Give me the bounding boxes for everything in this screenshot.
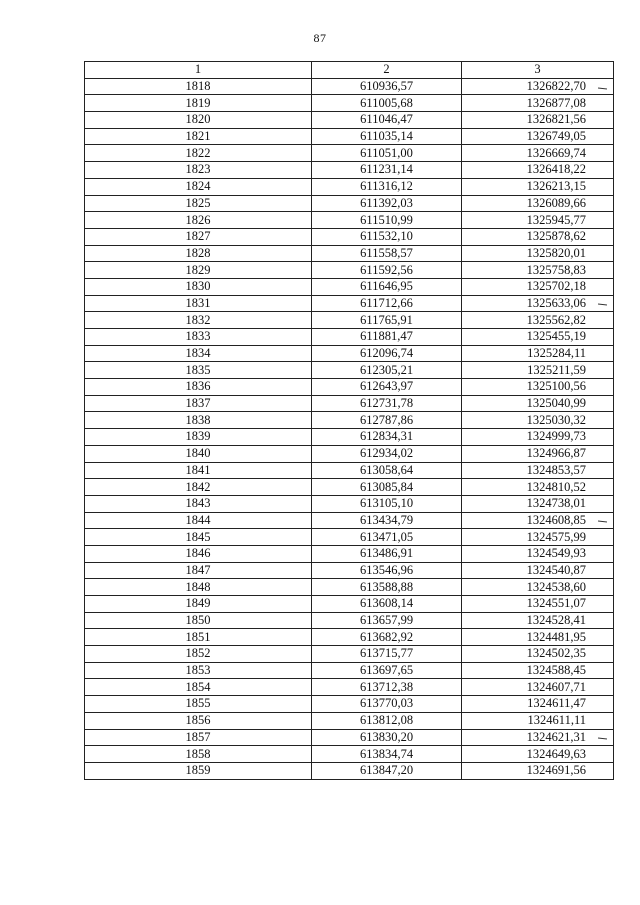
table-row <box>85 112 614 129</box>
point-number-cell: 1850 <box>85 612 312 629</box>
column-header-2: 2 <box>312 62 462 79</box>
y-coordinate-cell: 1326822,70 <box>462 78 614 95</box>
table-row <box>85 412 614 429</box>
table-row <box>85 662 614 679</box>
point-number-cell: 1819 <box>85 95 312 112</box>
x-coordinate-cell: 613834,74 <box>312 746 462 763</box>
y-coordinate-cell: 1325211,59 <box>462 362 614 379</box>
y-coordinate-cell: 1325758,83 <box>462 262 614 279</box>
point-number-cell: 1838 <box>85 412 312 429</box>
point-number-cell: 1820 <box>85 112 312 129</box>
table-row <box>85 145 614 162</box>
table-header-row <box>85 62 614 79</box>
coordinates-table <box>84 61 614 780</box>
table-row <box>85 696 614 713</box>
y-coordinate-cell: 1325284,11 <box>462 345 614 362</box>
point-number-cell: 1828 <box>85 245 312 262</box>
point-number-cell: 1856 <box>85 712 312 729</box>
point-number-cell: 1847 <box>85 562 312 579</box>
x-coordinate-cell: 613471,05 <box>312 529 462 546</box>
y-coordinate-cell: 1326669,74 <box>462 145 614 162</box>
x-coordinate-cell: 611532,10 <box>312 228 462 245</box>
point-number-cell: 1837 <box>85 395 312 412</box>
y-coordinate-cell: 1324738,01 <box>462 495 614 512</box>
x-coordinate-cell: 611558,57 <box>312 245 462 262</box>
page-number: 87 <box>313 31 327 45</box>
x-coordinate-cell: 613058,64 <box>312 462 462 479</box>
point-number-cell: 1849 <box>85 596 312 613</box>
x-coordinate-cell: 611712,66 <box>312 295 462 312</box>
point-number-cell: 1821 <box>85 128 312 145</box>
point-number-cell: 1829 <box>85 262 312 279</box>
point-number-cell: 1835 <box>85 362 312 379</box>
point-number-cell: 1824 <box>85 178 312 195</box>
table-row <box>85 95 614 112</box>
y-coordinate-cell: 1324607,71 <box>462 679 614 696</box>
x-coordinate-cell: 611051,00 <box>312 145 462 162</box>
column-header-1: 1 <box>85 62 312 79</box>
table-row <box>85 512 614 529</box>
table-row <box>85 495 614 512</box>
point-number-cell: 1827 <box>85 228 312 245</box>
y-coordinate-cell: 1324611,11 <box>462 712 614 729</box>
table-row <box>85 529 614 546</box>
table-row <box>85 245 614 262</box>
y-coordinate-cell: 1324691,56 <box>462 762 614 779</box>
table-row <box>85 596 614 613</box>
point-number-cell: 1834 <box>85 345 312 362</box>
x-coordinate-cell: 613682,92 <box>312 629 462 646</box>
point-number-cell: 1833 <box>85 329 312 346</box>
x-coordinate-cell: 613105,10 <box>312 495 462 512</box>
x-coordinate-cell: 612643,97 <box>312 379 462 396</box>
point-number-cell: 1848 <box>85 579 312 596</box>
table-row <box>85 462 614 479</box>
y-coordinate-cell: 1325030,32 <box>462 412 614 429</box>
point-number-cell: 1843 <box>85 495 312 512</box>
x-coordinate-cell: 611592,56 <box>312 262 462 279</box>
pen-tick-mark <box>598 738 607 740</box>
y-coordinate-cell: 1325455,19 <box>462 329 614 346</box>
point-number-cell: 1855 <box>85 696 312 713</box>
column-header-3: 3 <box>462 62 614 79</box>
x-coordinate-cell: 613085,84 <box>312 479 462 496</box>
y-coordinate-cell: 1324611,47 <box>462 696 614 713</box>
table-row <box>85 362 614 379</box>
point-number-cell: 1831 <box>85 295 312 312</box>
point-number-cell: 1845 <box>85 529 312 546</box>
table-body <box>85 78 614 779</box>
point-number-cell: 1830 <box>85 278 312 295</box>
x-coordinate-cell: 611231,14 <box>312 162 462 179</box>
point-number-cell: 1839 <box>85 429 312 446</box>
table-row <box>85 445 614 462</box>
x-coordinate-cell: 613715,77 <box>312 646 462 663</box>
y-coordinate-cell: 1325702,18 <box>462 278 614 295</box>
y-coordinate-cell: 1326418,22 <box>462 162 614 179</box>
x-coordinate-cell: 611646,95 <box>312 278 462 295</box>
point-number-cell: 1826 <box>85 212 312 229</box>
table-row <box>85 646 614 663</box>
point-number-cell: 1853 <box>85 662 312 679</box>
point-number-cell: 1858 <box>85 746 312 763</box>
y-coordinate-cell: 1324966,87 <box>462 445 614 462</box>
table-row <box>85 128 614 145</box>
y-coordinate-cell: 1324540,87 <box>462 562 614 579</box>
x-coordinate-cell: 611005,68 <box>312 95 462 112</box>
point-number-cell: 1842 <box>85 479 312 496</box>
x-coordinate-cell: 611510,99 <box>312 212 462 229</box>
y-coordinate-cell: 1325040,99 <box>462 395 614 412</box>
y-coordinate-cell: 1326821,56 <box>462 112 614 129</box>
point-number-cell: 1822 <box>85 145 312 162</box>
table-row <box>85 729 614 746</box>
x-coordinate-cell: 610936,57 <box>312 78 462 95</box>
x-coordinate-cell: 613588,88 <box>312 579 462 596</box>
point-number-cell: 1836 <box>85 379 312 396</box>
x-coordinate-cell: 613847,20 <box>312 762 462 779</box>
y-coordinate-cell: 1325633,06 <box>462 295 614 312</box>
point-number-cell: 1818 <box>85 78 312 95</box>
table-row <box>85 746 614 763</box>
y-coordinate-cell: 1324538,60 <box>462 579 614 596</box>
y-coordinate-cell: 1324999,73 <box>462 429 614 446</box>
point-number-cell: 1825 <box>85 195 312 212</box>
x-coordinate-cell: 612934,02 <box>312 445 462 462</box>
y-coordinate-cell: 1326089,66 <box>462 195 614 212</box>
table-row <box>85 479 614 496</box>
table-row <box>85 329 614 346</box>
x-coordinate-cell: 611046,47 <box>312 112 462 129</box>
x-coordinate-cell: 611881,47 <box>312 329 462 346</box>
point-number-cell: 1851 <box>85 629 312 646</box>
table-row <box>85 195 614 212</box>
x-coordinate-cell: 612787,86 <box>312 412 462 429</box>
table-row <box>85 295 614 312</box>
y-coordinate-cell: 1324502,35 <box>462 646 614 663</box>
table-row <box>85 545 614 562</box>
x-coordinate-cell: 611765,91 <box>312 312 462 329</box>
x-coordinate-cell: 611392,03 <box>312 195 462 212</box>
table-row <box>85 78 614 95</box>
y-coordinate-cell: 1325878,62 <box>462 228 614 245</box>
x-coordinate-cell: 612305,21 <box>312 362 462 379</box>
x-coordinate-cell: 612834,31 <box>312 429 462 446</box>
pen-tick-mark <box>598 87 607 89</box>
table-row <box>85 278 614 295</box>
x-coordinate-cell: 613434,79 <box>312 512 462 529</box>
point-number-cell: 1859 <box>85 762 312 779</box>
y-coordinate-cell: 1325100,56 <box>462 379 614 396</box>
point-number-cell: 1840 <box>85 445 312 462</box>
point-number-cell: 1841 <box>85 462 312 479</box>
point-number-cell: 1832 <box>85 312 312 329</box>
point-number-cell: 1846 <box>85 545 312 562</box>
x-coordinate-cell: 611035,14 <box>312 128 462 145</box>
table-row <box>85 612 614 629</box>
x-coordinate-cell: 613657,99 <box>312 612 462 629</box>
y-coordinate-cell: 1326213,15 <box>462 178 614 195</box>
y-coordinate-cell: 1325562,82 <box>462 312 614 329</box>
x-coordinate-cell: 613712,38 <box>312 679 462 696</box>
y-coordinate-cell: 1324649,63 <box>462 746 614 763</box>
y-coordinate-cell: 1325945,77 <box>462 212 614 229</box>
table-row <box>85 679 614 696</box>
x-coordinate-cell: 613546,96 <box>312 562 462 579</box>
x-coordinate-cell: 613697,65 <box>312 662 462 679</box>
y-coordinate-cell: 1324575,99 <box>462 529 614 546</box>
y-coordinate-cell: 1326877,08 <box>462 95 614 112</box>
table-row <box>85 629 614 646</box>
y-coordinate-cell: 1324810,52 <box>462 479 614 496</box>
x-coordinate-cell: 613608,14 <box>312 596 462 613</box>
y-coordinate-cell: 1324621,31 <box>462 729 614 746</box>
table-row <box>85 345 614 362</box>
table-row <box>85 562 614 579</box>
x-coordinate-cell: 613812,08 <box>312 712 462 729</box>
table-row <box>85 712 614 729</box>
y-coordinate-cell: 1324588,45 <box>462 662 614 679</box>
point-number-cell: 1852 <box>85 646 312 663</box>
table-row <box>85 379 614 396</box>
table-row <box>85 162 614 179</box>
table-row <box>85 178 614 195</box>
table-row <box>85 579 614 596</box>
y-coordinate-cell: 1326749,05 <box>462 128 614 145</box>
pen-tick-mark <box>598 521 607 523</box>
y-coordinate-cell: 1324853,57 <box>462 462 614 479</box>
x-coordinate-cell: 611316,12 <box>312 178 462 195</box>
table-row <box>85 312 614 329</box>
y-coordinate-cell: 1324481,95 <box>462 629 614 646</box>
table-row <box>85 212 614 229</box>
x-coordinate-cell: 613770,03 <box>312 696 462 713</box>
table-row <box>85 762 614 779</box>
x-coordinate-cell: 612096,74 <box>312 345 462 362</box>
table-row <box>85 262 614 279</box>
table-row <box>85 228 614 245</box>
y-coordinate-cell: 1324608,85 <box>462 512 614 529</box>
y-coordinate-cell: 1324528,41 <box>462 612 614 629</box>
table-row <box>85 395 614 412</box>
y-coordinate-cell: 1324551,07 <box>462 596 614 613</box>
x-coordinate-cell: 613486,91 <box>312 545 462 562</box>
point-number-cell: 1857 <box>85 729 312 746</box>
y-coordinate-cell: 1324549,93 <box>462 545 614 562</box>
point-number-cell: 1854 <box>85 679 312 696</box>
y-coordinate-cell: 1325820,01 <box>462 245 614 262</box>
x-coordinate-cell: 612731,78 <box>312 395 462 412</box>
pen-tick-mark <box>598 304 607 306</box>
table-row <box>85 429 614 446</box>
point-number-cell: 1823 <box>85 162 312 179</box>
x-coordinate-cell: 613830,20 <box>312 729 462 746</box>
point-number-cell: 1844 <box>85 512 312 529</box>
